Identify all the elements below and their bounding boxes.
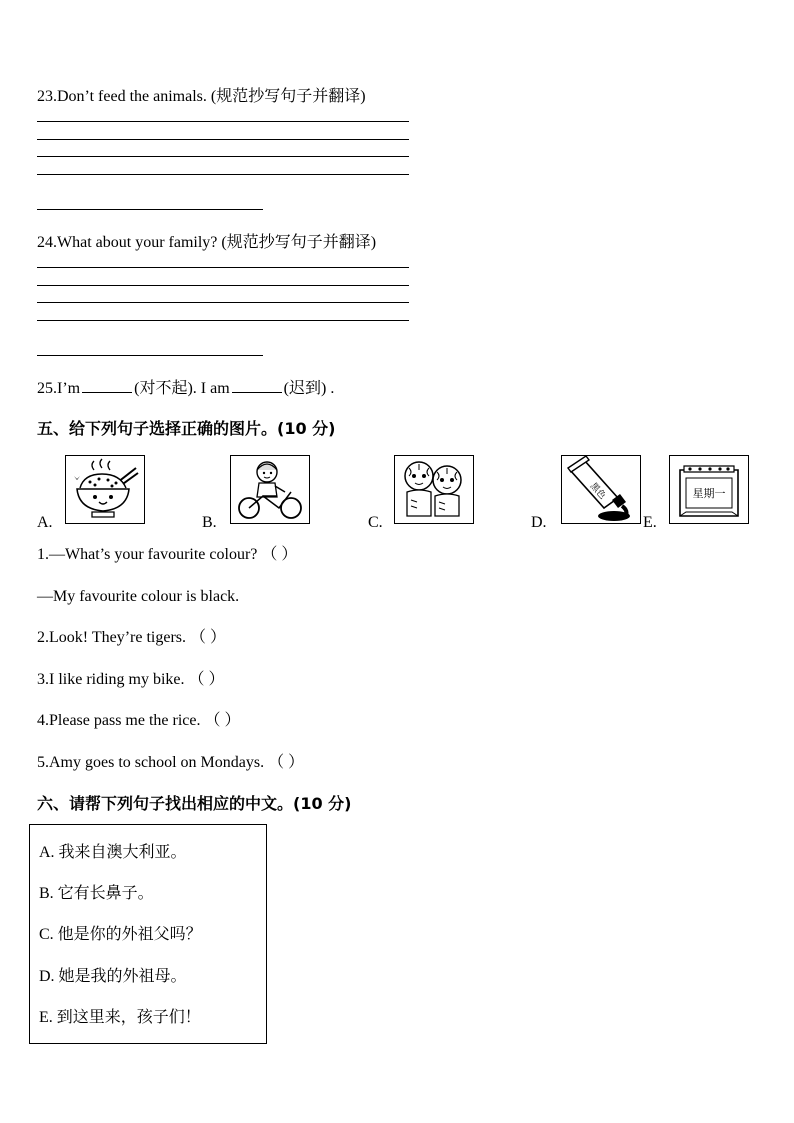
picture-label-e: E. — [643, 514, 657, 531]
question-23: 23.Don’t feed the animals. (规范抄写句子并翻译) — [37, 88, 366, 105]
writing-line[interactable] — [37, 121, 409, 122]
writing-line[interactable] — [37, 302, 409, 303]
section-5-item-3: 3.I like riding my bike. （ ） — [37, 671, 225, 688]
section-5-item-1: 1.—What’s your favourite colour? （ ） — [37, 546, 298, 563]
section-5-item-5: 5.Amy goes to school on Mondays. （ ） — [37, 754, 305, 771]
question-24: 24.What about your family? (规范抄写句子并翻译) — [37, 234, 377, 251]
option-e: E. 到这里来，孩子们！ — [39, 1009, 201, 1026]
section-5-item-2: 2.Look! They’re tigers. （ ） — [37, 629, 226, 646]
option-c: C. 他是你的外祖父吗？ — [39, 926, 202, 943]
rice-bowl-icon — [65, 455, 145, 524]
writing-line[interactable] — [37, 285, 409, 286]
picture-label-a: A. — [37, 514, 53, 531]
option-d: D. 她是我的外祖母。 — [39, 968, 187, 985]
picture-label-c: C. — [368, 514, 383, 531]
picture-label-b: B. — [202, 514, 217, 531]
answer-blank[interactable] — [82, 378, 132, 393]
answer-blank[interactable] — [232, 378, 282, 393]
calendar-label: 星期一 — [692, 487, 726, 500]
black-paint-tube-icon — [561, 455, 641, 524]
writing-line[interactable] — [37, 267, 409, 268]
chinese-options-box — [29, 824, 267, 1044]
writing-line[interactable] — [37, 139, 409, 140]
section-5-title: 五、给下列句子选择正确的图片。(10 分) — [37, 419, 336, 438]
tigers-icon — [394, 455, 474, 524]
section-5-item-1-answer: —My favourite colour is black. — [37, 588, 240, 605]
writing-line[interactable] — [37, 320, 409, 321]
picture-label-d: D. — [531, 514, 547, 531]
translation-line[interactable] — [37, 355, 263, 356]
writing-line[interactable] — [37, 174, 409, 175]
boy-riding-bike-icon — [230, 455, 310, 524]
tube-label: 黑色 — [587, 481, 608, 502]
question-25: 25.I’m (对不起). I am (迟到) . — [37, 380, 335, 397]
translation-line[interactable] — [37, 209, 263, 210]
section-6-title: 六、请帮下列句子找出相应的中文。(10 分) — [37, 794, 352, 813]
section-5-item-4: 4.Please pass me the rice. （ ） — [37, 712, 241, 729]
option-a: A. 我来自澳大利亚。 — [39, 844, 187, 861]
option-b: B. 它有长鼻子。 — [39, 885, 154, 902]
writing-line[interactable] — [37, 156, 409, 157]
calendar-icon — [669, 455, 749, 524]
